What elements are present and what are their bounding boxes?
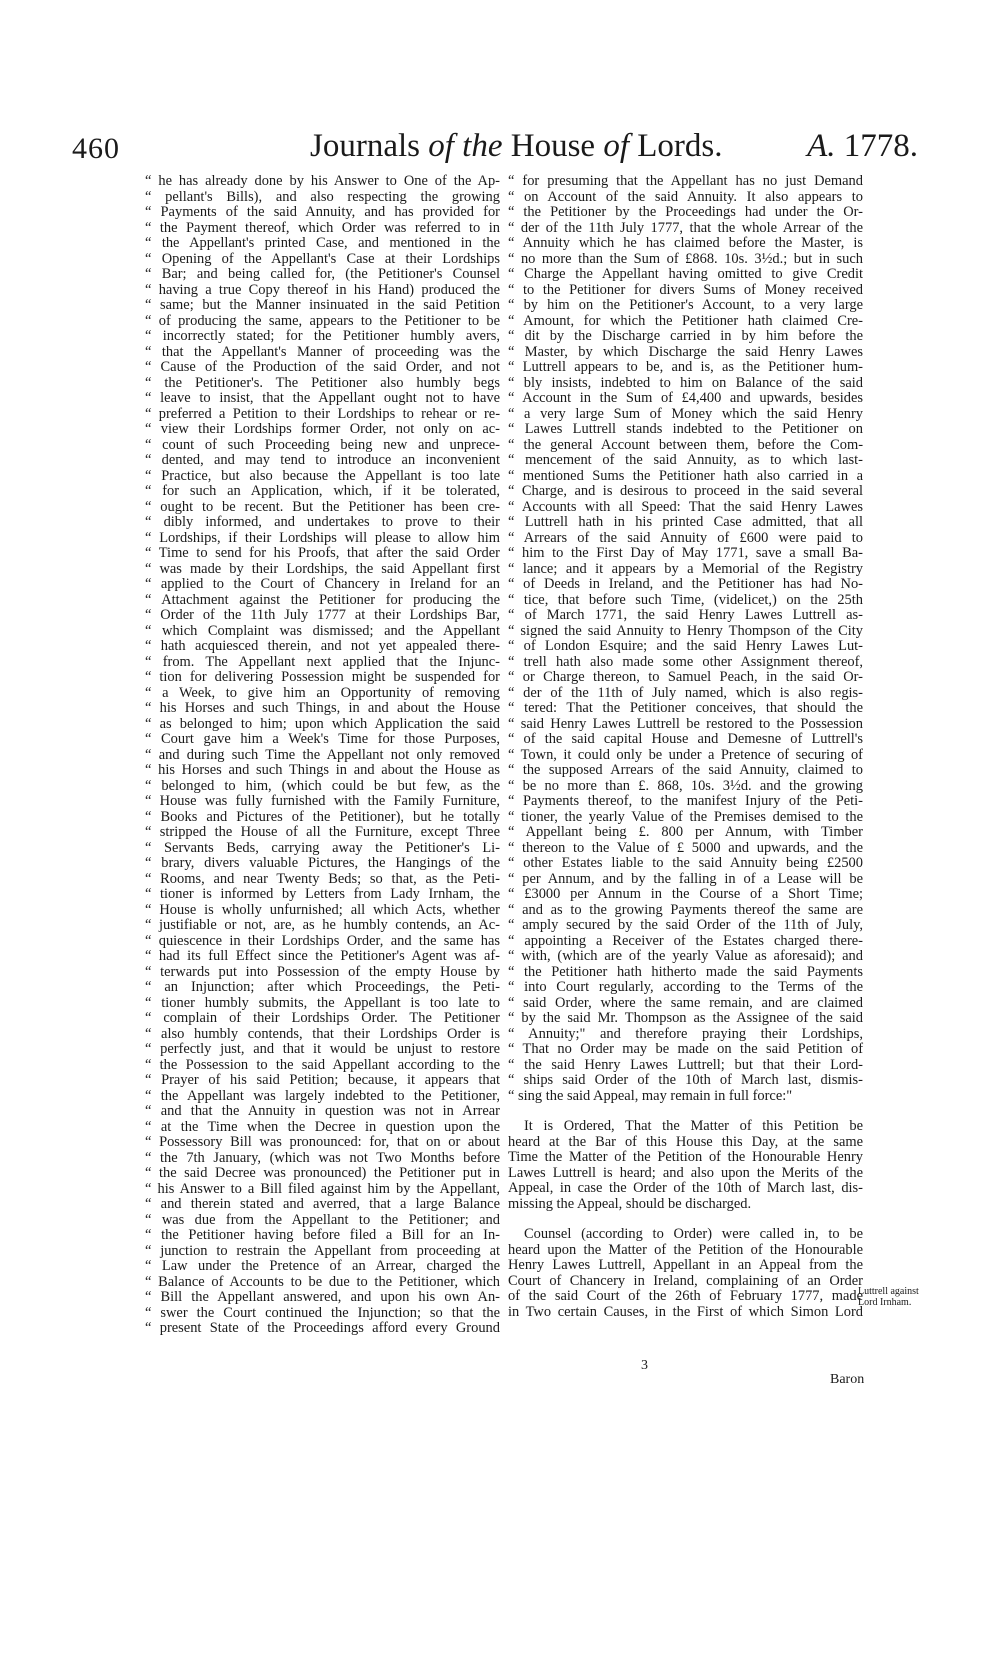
text-line: “ of Deeds in Ireland, and the Petitioner has had No- (508, 577, 863, 593)
text-line: “ dented, and may tend to introduce an inconvenient (145, 453, 500, 469)
text-line: “ Accounts with all Speed: That the said Henry Lawes (508, 500, 863, 516)
text-line: “ belonged to him, (which could be but few, as the (145, 779, 500, 795)
text-line: “ with, (which are of the yearly Value as aforesaid); and (508, 949, 863, 965)
text-line: “ dibly informed, and undertakes to prove to their (145, 515, 500, 531)
text-line: “ junction to restrain the Appellant from proceeding at (145, 1244, 500, 1260)
text-line: “ applied to the Court of Chancery in Ireland for an (145, 577, 500, 593)
ordered-line: missing the Appeal, should be discharged. (508, 1195, 752, 1212)
text-line: “ Possessory Bill was pronounced: for, that on or about (145, 1135, 500, 1151)
text-line: “ tice, that before such Time, (videlicet,) on the 25th (508, 593, 863, 609)
text-line: “ incorrectly stated; for the Petitioner humbly avers, (145, 329, 500, 345)
text-line: “ him to the First Day of May 1771, save a small Ba- (508, 546, 863, 562)
text-line: “ was made by their Lordships, the said Appellant first (145, 562, 500, 578)
text-line: “ Court gave him a Week's Time for those Purposes, (145, 732, 500, 748)
text-line: “ also humbly contends, that their Lordships Order is (145, 1027, 500, 1043)
text-line: “ trell hath also made some other Assignment thereof, (508, 655, 863, 671)
text-line: “ of London Esquire; and the said Henry Lawes Lut- (508, 639, 863, 655)
title-house: House (510, 128, 604, 164)
text-line: “ as belonged to him; upon which Application the said (145, 717, 500, 733)
text-line: “ lance; and it appears by a Memorial of the Registry (508, 562, 863, 578)
text-line: “ Charge, and is desirous to proceed in the said several (508, 484, 863, 500)
text-line: “ Account in the Sum of £4,400 and upwards, besides (508, 391, 863, 407)
text-line: “ his Answer to a Bill filed against him by the Appellant, (145, 1182, 500, 1198)
text-line: “ Payments of the said Annuity, and has provided for (145, 205, 500, 221)
year-heading (807, 128, 918, 165)
counsel-line: heard upon the Matter of the Petition of the Honourable (508, 1241, 863, 1258)
text-line: “ Arrears of the said Annuity of £600 were paid to (508, 531, 863, 547)
text-line: “ present State of the Proceedings afford every Ground (145, 1321, 500, 1337)
text-line: “ ships said Order of the 10th of March last, dismis- (508, 1073, 863, 1089)
text-line: “ at the Time when the Decree in question upon the (145, 1120, 500, 1136)
counsel-line: Court of Chancery in Ireland, complaining of an Order (508, 1272, 863, 1289)
text-line: “ Bar; and being called for, (the Petitioner's Counsel (145, 267, 500, 283)
text-line: “ a very large Sum of Money which the said Henry (508, 407, 863, 423)
text-line: “ justifiable or not, are, as he humbly contends, an Ac- (145, 918, 500, 934)
right-column (508, 174, 863, 1320)
signature-mark: 3 (641, 1358, 648, 1373)
text-line: “ per Annum, and by the falling in of a Lease will be (508, 872, 863, 888)
text-line: “ Servants Beds, carrying away the Petitioner's Li- (145, 841, 500, 857)
year-number: 1778. (835, 128, 918, 164)
text-line: “ Luttrell appears to be, and is, as the Petitioner hum- (508, 360, 863, 376)
text-line: “ said Order, where the same remain, and are claimed (508, 996, 863, 1012)
text-line: “ by the said Mr. Thompson as the Assignee of the said (508, 1011, 863, 1027)
text-line: “ Lawes Luttrell stands indebted to the Petitioner on (508, 422, 863, 438)
text-line: “ tioner is informed by Letters from Lady Irnham, the (145, 887, 500, 903)
text-line: “ the Petitioner by the Proceedings had under the Or- (508, 205, 863, 221)
counsel-line: Henry Lawes Luttrell, Appellant in an Appeal from the (508, 1257, 863, 1273)
text-line: “ and therein stated and averred, that a large Balance (145, 1197, 500, 1213)
left-column (145, 174, 500, 1337)
text-line: “ Master, by which Discharge the said Henry Lawes (508, 345, 863, 361)
text-line: “ quiescence in their Lordships Order, and the same has (145, 934, 500, 950)
page-header (72, 128, 918, 174)
text-line: “ Order of the 11th July 1777 at their Lordships Bar, (145, 608, 500, 624)
text-line: “ bly insists, indebted to him on Balance of the said (508, 376, 863, 392)
text-line: “ Cause of the Production of the said Order, and not (145, 360, 500, 376)
text-line: “ for presuming that the Appellant has no just Demand (508, 174, 863, 190)
text-line: “ hath acquiesced therein, and not yet appealed there- (145, 639, 500, 655)
text-line: “ no more than the Sum of £868. 10s. 3½d.; but in such (508, 252, 863, 268)
text-line: “ Prayer of his said Petition; because, it appears that (145, 1073, 500, 1089)
text-line: “ other Estates liable to the said Annuity being £2500 (508, 856, 863, 872)
ordered-line: Appeal, in case the Order of the 10th of March last, dis- (508, 1180, 863, 1196)
text-line: “ tion for delivering Possession might be suspended for (145, 670, 500, 686)
text-line: “ which Complaint was dismissed; and the Appellant (145, 624, 500, 640)
text-line: “ House is wholly unfurnished; all which Acts, whether (145, 903, 500, 919)
text-line: “ or Charge thereon, to Samuel Peach, in the said Or- (508, 670, 863, 686)
text-line: “ tered: That the Petitioner conceives, that should the (508, 701, 863, 717)
text-line: “ Practice, but also because the Appellant is too late (145, 469, 500, 485)
ordered-line: Time the Matter of the Petition of the Honourable Henry (508, 1149, 863, 1165)
text-line: “ the supposed Arrears of the said Annuity, claimed to (508, 763, 863, 779)
title-journals: Journals (310, 128, 429, 164)
title-lords: Lords. (637, 128, 723, 164)
text-line: “ the said Decree was pronounced) the Petitioner put in (145, 1166, 500, 1182)
text-line: “ for such an Application, which, if it be tolerated, (145, 484, 500, 500)
text-line: “ Rooms, and near Twenty Beds; so that, as the Peti- (145, 872, 500, 888)
counsel-line: in Two certain Causes, in the First of which Simon Lord (508, 1303, 863, 1320)
text-line: “ view their Lordships former Order, not only on ac- (145, 422, 500, 438)
text-line: “ brary, divers valuable Pictures, the Hangings of the (145, 856, 500, 872)
text-line: “ count of such Proceeding being new and unprece- (145, 438, 500, 454)
text-line: “ Time to send for his Proofs, that after the said Order (145, 546, 500, 562)
page-number: 460 (72, 132, 120, 165)
text-line: “ the Petitioner having before filed a Bill for an In- (145, 1228, 500, 1244)
text-line: “ by him on the Petitioner's Account, to a very large (508, 298, 863, 314)
year-anno: A. (807, 128, 836, 164)
text-line: “ preferred a Petition to their Lordships to rehear or re- (145, 407, 500, 423)
text-line: “ and as to the growing Payments thereof the same are (508, 903, 863, 919)
text-line: “ was due from the Appellant to the Petitioner; and (145, 1213, 500, 1229)
title-of-the: of the (428, 128, 511, 164)
text-line: “ Payments thereof, to the manifest Injury of the Peti- (508, 794, 863, 810)
text-line: “ sing the said Appeal, may remain in full force:" (508, 1089, 863, 1105)
text-line: “ complain of their Lordships Order. The Petitioner (145, 1011, 500, 1027)
text-line: “ of producing the same, appears to the Petitioner to be (145, 314, 500, 330)
text-line: “ the Petitioner's. The Petitioner also humbly begs (145, 376, 500, 392)
text-line: “ the general Account between them, before the Com- (508, 438, 863, 454)
text-line: “ having a true Copy thereof in his Hand) produced the (145, 283, 500, 299)
text-line: “ Law under the Pretence of an Arrear, charged the (145, 1259, 500, 1275)
text-line: “ of March 1771, the said Henry Lawes Luttrell as- (508, 608, 863, 624)
text-line: “ he has already done by his Answer to One of the Ap- (145, 174, 500, 190)
text-line: “ Annuity which he has claimed before the Master, is (508, 236, 863, 252)
text-line: “ stripped the House of all the Furniture, except Three (145, 825, 500, 841)
text-line: “ amply secured by the said Order of the 11th of July, (508, 918, 863, 934)
text-line: “ Annuity;" and therefore praying their Lordships, (508, 1027, 863, 1043)
text-line: “ mencement of the said Annuity, as to which last- (508, 453, 863, 469)
text-line: “ tioner humbly submits, the Appellant is too late to (145, 996, 500, 1012)
ordered-line: Lawes Luttrell is heard; and also upon the Merits of the (508, 1164, 863, 1181)
text-line: “ the 7th January, (which was not Two Months before (145, 1151, 500, 1167)
text-line: “ an Injunction; after which Proceedings, the Peti- (145, 980, 500, 996)
text-line: “ the Petitioner hath hitherto made the said Payments (508, 965, 863, 981)
text-line: “ House was fully furnished with the Family Furniture, (145, 794, 500, 810)
text-line: “ dit by the Discharge carried in by him before the (508, 329, 863, 345)
text-line: “ mentioned Sums the Petitioner hath also carried in a (508, 469, 863, 485)
ordered-line: It is Ordered, That the Matter of this Petition be (524, 1118, 863, 1134)
paragraph-gap (508, 1104, 863, 1119)
text-line: “ said Henry Lawes Luttrell be restored to the Possession (508, 717, 863, 733)
text-line: “ £3000 per Annum in the Course of a Short Time; (508, 887, 863, 903)
text-line: “ the Appellant was largely indebted to the Petitioner, (145, 1089, 500, 1105)
margin-note: Luttrell against Lord Irnham. (858, 1286, 919, 1308)
text-line: “ tioner, the yearly Value of the Premises demised to the (508, 810, 863, 826)
text-line: “ Attachment against the Petitioner for producing the (145, 593, 500, 609)
text-line: “ a Week, to give him an Opportunity of removing (145, 686, 500, 702)
text-line: “ swer the Court continued the Injunction; so that the (145, 1306, 500, 1322)
counsel-line: of the said Court of the 26th of February 1777, made (508, 1288, 863, 1304)
counsel-line: Counsel (according to Order) were called in, to be (524, 1226, 863, 1242)
text-line: “ Bill the Appellant answered, and upon his own An- (145, 1290, 500, 1306)
text-line: “ the Appellant's printed Case, and mentioned in the (145, 236, 500, 252)
text-line: “ ought to be recent. But the Petitioner has been cre- (145, 500, 500, 516)
text-line: “ terwards put into Possession of the empty House by (145, 965, 500, 981)
text-line: “ into Court regularly, according to the Terms of the (508, 980, 863, 996)
text-line: “ leave to insist, that the Appellant ought not to have (145, 391, 500, 407)
text-line: “ from. The Appellant next applied that the Injunc- (145, 655, 500, 671)
catchword: Baron (830, 1372, 865, 1387)
text-line: “ That no Order may be made on the said Petition of (508, 1042, 863, 1058)
text-line: “ appointing a Receiver of the Estates charged there- (508, 934, 863, 950)
text-line: “ Books and Pictures of the Petitioner), but he totally (145, 810, 500, 826)
text-line: “ perfectly just, and that it would be unjust to restore (145, 1042, 500, 1058)
text-line: “ Lordships, if their Lordships will please to allow him (145, 531, 500, 547)
text-line: “ Town, it could only be under a Pretence of securing of (508, 748, 863, 764)
text-line: “ on Account of the said Annuity. It also appears to (508, 190, 863, 206)
text-line: “ that the Appellant's Manner of proceeding was the (145, 345, 500, 361)
text-line: “ Opening of the Appellant's Case at their Lordships (145, 252, 500, 268)
text-line: “ his Horses and such Things in and about the House as (145, 763, 500, 779)
text-line: “ be no more than £. 868, 10s. 3½d. and the growing (508, 779, 863, 795)
text-line: “ Charge the Appellant having omitted to give Credit (508, 267, 863, 283)
running-title (310, 128, 722, 165)
text-line: “ and that the Annuity in question was not in Arrear (145, 1104, 500, 1120)
text-line: “ der of the 11th of July named, which is also regis- (508, 686, 863, 702)
text-line: “ Appellant being £. 800 per Annum, with Timber (508, 825, 863, 841)
text-line: “ the Possession to the said Appellant according to the (145, 1058, 500, 1074)
text-line: “ thereon to the Value of £ 5000 and upwards, and the (508, 841, 863, 857)
text-line: “ of the said capital House and Demesne of Luttrell's (508, 732, 863, 748)
text-line: “ der of the 11th July 1777, that the whole Arrear of the (508, 221, 863, 237)
text-line: “ to the Petitioner for divers Sums of Money received (508, 283, 863, 299)
text-line: “ same; but the Manner insinuated in the said Petition (145, 298, 500, 314)
paragraph-gap (508, 1212, 863, 1227)
text-line: “ the Payment thereof, which Order was referred to in (145, 221, 500, 237)
text-line: “ and during such Time the Appellant not only removed (145, 748, 500, 764)
ordered-line: heard at the Bar of this House this Day, at the same (508, 1133, 863, 1150)
text-line: “ pellant's Bills), and also respecting the growing (145, 190, 500, 206)
text-line: “ Balance of Accounts to be due to the Petitioner, which (145, 1275, 500, 1291)
text-line: “ had its full Effect since the Petitioner's Agent was af- (145, 949, 500, 965)
text-line: “ Luttrell hath in his printed Case admitted, that all (508, 515, 863, 531)
text-line: “ signed the said Annuity to Henry Thompson of the City (508, 624, 863, 640)
text-line: “ his Horses and such Things, in and about the House (145, 701, 500, 717)
title-of: of (603, 128, 638, 164)
text-line: “ the said Henry Lawes Luttrell; but that their Lord- (508, 1058, 863, 1074)
text-line: “ Amount, for which the Petitioner hath claimed Cre- (508, 314, 863, 330)
